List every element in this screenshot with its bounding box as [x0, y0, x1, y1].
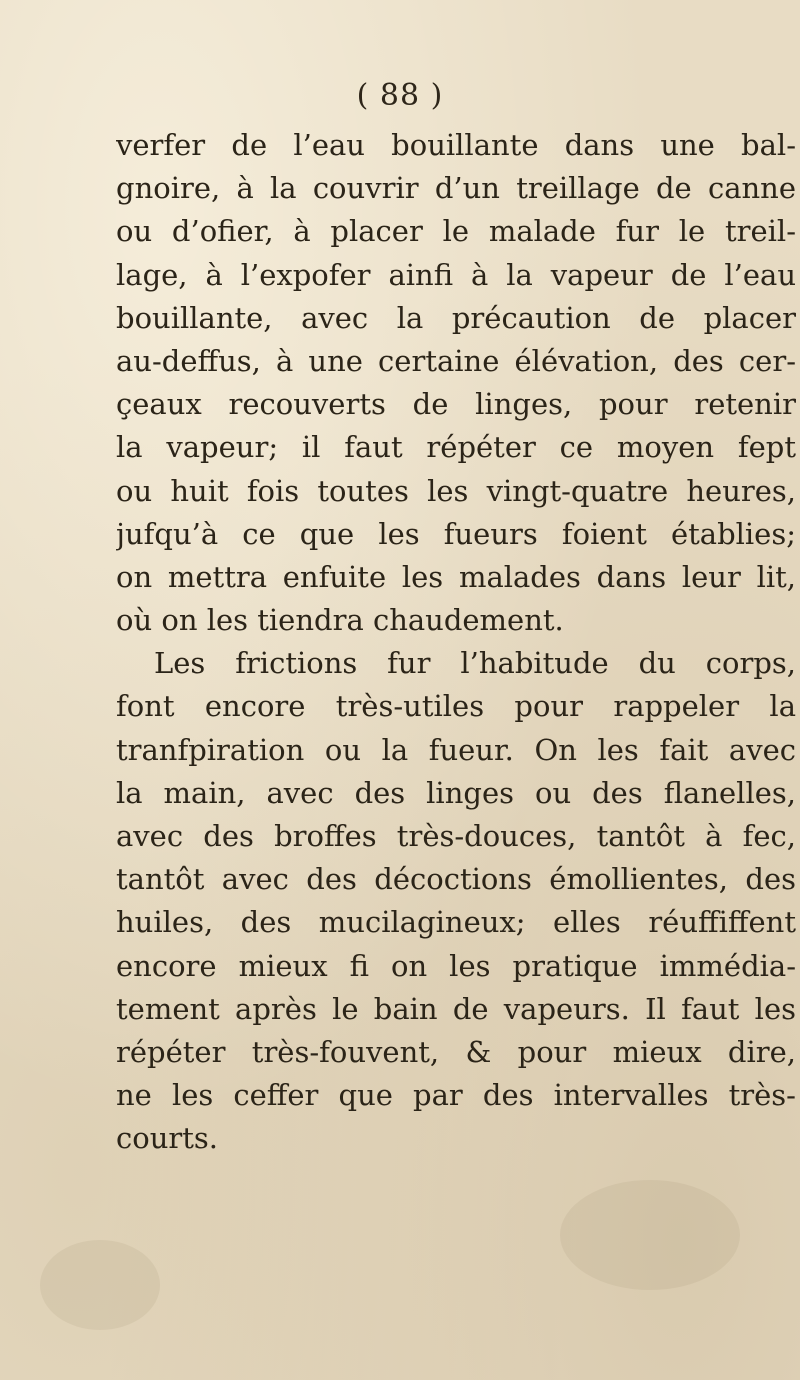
text-line: la main, avec des linges ou des flanelles,: [116, 775, 796, 810]
text-line: avec des broffes très-douces, tantôt à fec,: [116, 819, 796, 853]
text-line: répéter très-fouvent, & pour mieux dire,: [116, 1034, 796, 1069]
body-text: [116, 124, 796, 1161]
paragraph-end-line: où on les tiendra chaudement.: [116, 603, 564, 638]
text-line: jufqu’à ce que les fueurs foient établies;: [116, 516, 796, 551]
text-line: verfer de l’eau bouillante dans une bal-: [116, 128, 796, 162]
text-line: çeaux recouverts de linges, pour retenir: [116, 387, 796, 422]
text-line: tranfpiration ou la fueur. On les fait avec: [116, 732, 796, 767]
text-line: au-deffus, à une certaine élévation, des cer-: [116, 343, 796, 378]
paragraph-end-line: courts.: [116, 1121, 218, 1156]
text-line: encore mieux fi on les pratique immédia-: [116, 948, 796, 983]
text-line: font encore très-utiles pour rappeler la: [116, 689, 796, 724]
paper-stain: [560, 1180, 740, 1290]
text-line: gnoire, à la couvrir d’un treillage de canne: [116, 171, 796, 206]
text-line: ou huit fois toutes les vingt-quatre heures,: [116, 473, 796, 508]
text-line: lage, à l’expofer ainfi à la vapeur de l’eau: [116, 257, 796, 292]
text-line: huiles, des mucilagineux; elles réuffiffent: [116, 905, 796, 940]
text-line: bouillante, avec la précaution de placer: [116, 300, 796, 335]
text-line: tement après le bain de vapeurs. Il faut les: [116, 991, 796, 1026]
text-line: la vapeur; il faut répéter ce moyen fept: [116, 430, 796, 465]
text-line: ne les ceffer que par des intervalles très-: [116, 1078, 796, 1113]
text-line: tantôt avec des décoctions émollientes, des: [116, 862, 796, 897]
page-number: ( 88 ): [356, 78, 444, 113]
text-line: ou d’ofier, à placer le malade fur le treil-: [116, 214, 796, 249]
paper-stain: [40, 1240, 160, 1330]
paragraph-start-line: Les frictions fur l’habitude du corps,: [154, 646, 796, 681]
text-line: on mettra enfuite les malades dans leur lit,: [116, 559, 796, 594]
